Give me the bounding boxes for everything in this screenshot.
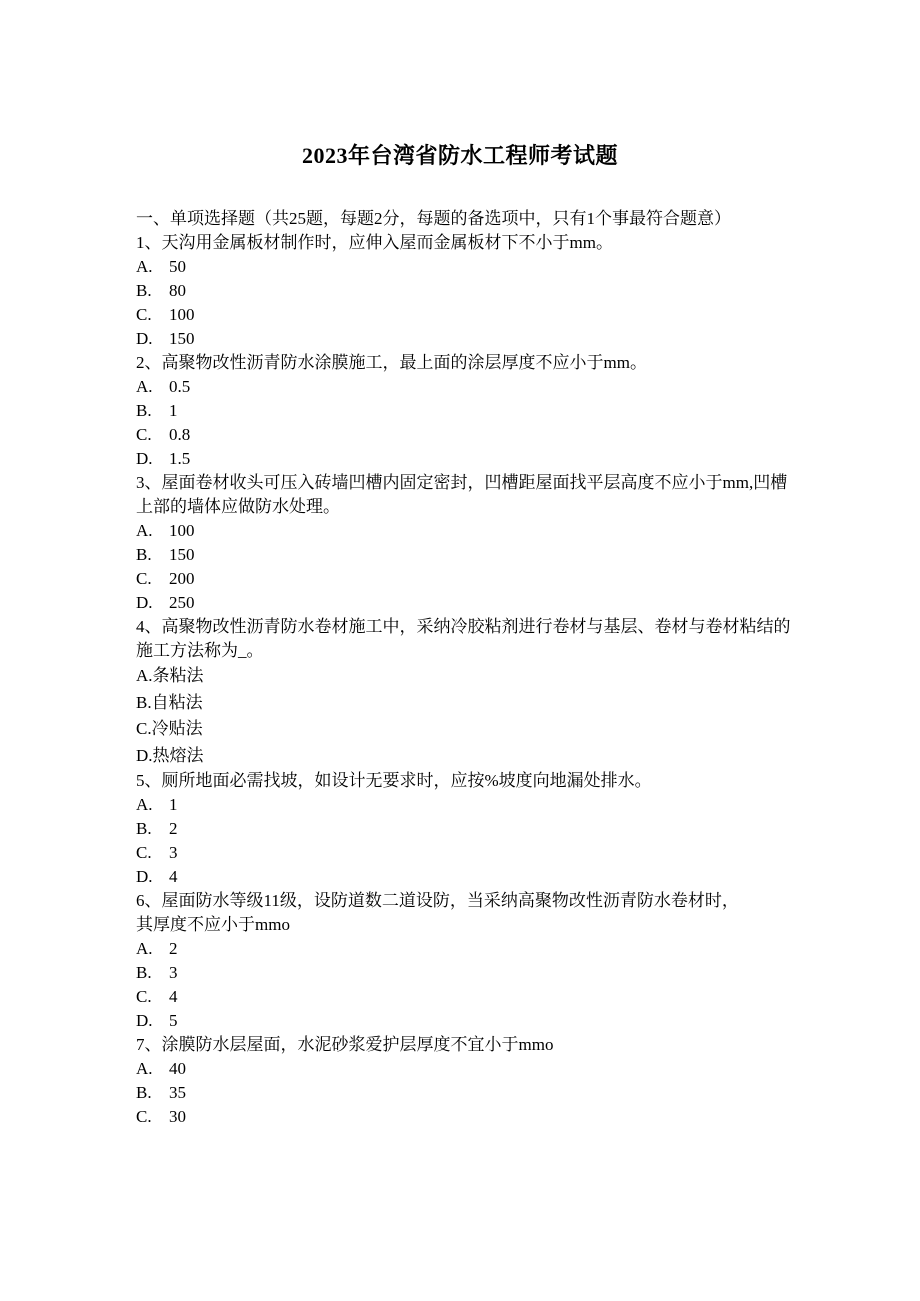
answer-option: [136, 937, 791, 961]
page-title: 2023年台湾省防水工程师考试题: [301, 143, 618, 168]
question-block: [136, 615, 791, 769]
option-letter: A.: [136, 257, 153, 276]
option-text: 3: [169, 843, 178, 862]
answer-option: [136, 961, 791, 985]
option-letter: D.: [136, 867, 153, 886]
option-letter: B.: [136, 401, 152, 420]
option-letter: B.: [136, 819, 152, 838]
question-block: [136, 769, 791, 889]
answer-option: [136, 985, 791, 1009]
option-letter: B.: [136, 963, 152, 982]
option-text: 0.5: [169, 377, 191, 396]
option-text: 2: [169, 939, 178, 958]
answer-option: [136, 255, 791, 279]
option-text: 3: [169, 963, 178, 982]
option-text: 80: [169, 281, 186, 300]
answer-option: [136, 817, 791, 841]
question-text: 3、屋面卷材收头可压入砖墙凹槽内固定密封，凹槽距屋面找平层高度不应小于mm,凹槽上部的墙体应做防水处理。: [136, 473, 788, 516]
option-letter: C.: [136, 425, 152, 444]
question-block: [136, 1033, 791, 1129]
option-text: 条粘法: [152, 666, 204, 685]
option-text: 100: [169, 521, 195, 540]
option-letter: D.: [136, 1011, 153, 1030]
answer-option: [136, 1057, 791, 1081]
option-text: 200: [169, 569, 195, 588]
answer-option: [136, 303, 791, 327]
option-letter: C.: [136, 305, 152, 324]
answer-option: [136, 1105, 791, 1129]
question-text: 2、高聚物改性沥青防水涂膜施工，最上面的涂层厚度不应小于mm。: [136, 353, 647, 372]
option-letter: C.: [136, 719, 152, 738]
question-text: 7、涂膜防水层屋面，水泥砂浆爱护层厚度不宜小于mmo: [136, 1035, 554, 1054]
option-text: 热熔法: [152, 745, 204, 765]
answer-option: [136, 279, 791, 303]
option-text: 150: [169, 545, 195, 564]
answer-option: [136, 1081, 791, 1105]
answer-option: [136, 841, 791, 865]
option-letter: C.: [136, 843, 152, 862]
answer-option: [136, 716, 791, 743]
answer-option: [136, 1009, 791, 1033]
option-letter: D.: [136, 449, 153, 468]
option-text: 冷贴法: [151, 719, 203, 738]
answer-option: [136, 567, 791, 591]
option-text: 30: [169, 1107, 186, 1126]
answer-option: [136, 591, 791, 615]
option-text: 2: [169, 819, 178, 838]
option-text: 0.8: [169, 425, 191, 444]
question-text-continued: 其厚度不应小于mmo: [136, 915, 290, 934]
answer-option: [136, 690, 791, 717]
answer-option: [136, 375, 791, 399]
option-letter: B.: [136, 692, 152, 712]
option-letter: A.: [136, 939, 153, 958]
question-text: 4、高聚物改性沥青防水卷材施工中，采纳冷胶粘剂进行卷材与基层、卷材与卷材粘结的施工方法称为_。: [136, 617, 791, 660]
option-letter: A.: [136, 795, 153, 814]
option-letter: B.: [136, 1083, 152, 1102]
question-text: 1、天沟用金属板材制作时，应伸入屋而金属板材下不小于mm。: [136, 233, 613, 252]
option-letter: D.: [136, 745, 153, 765]
option-letter: C.: [136, 569, 152, 588]
option-text: 5: [169, 1011, 178, 1030]
answer-option: [136, 519, 791, 543]
question-text: 5、厕所地面必需找坡，如设计无要求时，应按%坡度向地漏处排水。: [136, 771, 652, 790]
option-letter: B.: [136, 545, 152, 564]
option-text: 自粘法: [151, 692, 203, 712]
option-text: 40: [169, 1059, 186, 1078]
option-letter: A.: [136, 1059, 153, 1078]
option-text: 100: [169, 305, 195, 324]
answer-option: [136, 865, 791, 889]
option-letter: C.: [136, 987, 152, 1006]
option-text: 1: [169, 795, 178, 814]
answer-option: [136, 793, 791, 817]
answer-option: [136, 663, 791, 690]
option-letter: D.: [136, 593, 153, 612]
option-text: 150: [169, 329, 195, 348]
option-text: 50: [169, 257, 186, 276]
question-block: [136, 231, 791, 351]
option-text: 4: [169, 867, 178, 886]
option-letter: B.: [136, 281, 152, 300]
option-text: 35: [169, 1083, 186, 1102]
option-text: 4: [169, 987, 178, 1006]
option-letter: D.: [136, 329, 153, 348]
section-heading: 一、单项选择题（共25题，每题2分，每题的备选项中，只有1个事最符合题意）: [136, 209, 731, 228]
answer-option: [136, 423, 791, 447]
question-block: [136, 351, 791, 471]
answer-option: [136, 543, 791, 567]
question-block: [136, 471, 791, 615]
option-letter: A.: [136, 377, 153, 396]
answer-option: [136, 399, 791, 423]
document-body: [136, 207, 791, 1129]
option-text: 1: [169, 401, 178, 420]
answer-option: [136, 743, 791, 770]
option-letter: A.: [136, 521, 153, 540]
answer-option: [136, 327, 791, 351]
option-text: 1.5: [169, 449, 191, 468]
question-block: [136, 889, 791, 1033]
option-letter: A.: [136, 666, 153, 685]
option-letter: C.: [136, 1107, 152, 1126]
option-text: 250: [169, 593, 195, 612]
question-text: 6、屋面防水等级11级，设防道数二道设防，当采纳高聚物改性沥青防水卷材时，: [136, 891, 739, 910]
answer-option: [136, 447, 791, 471]
